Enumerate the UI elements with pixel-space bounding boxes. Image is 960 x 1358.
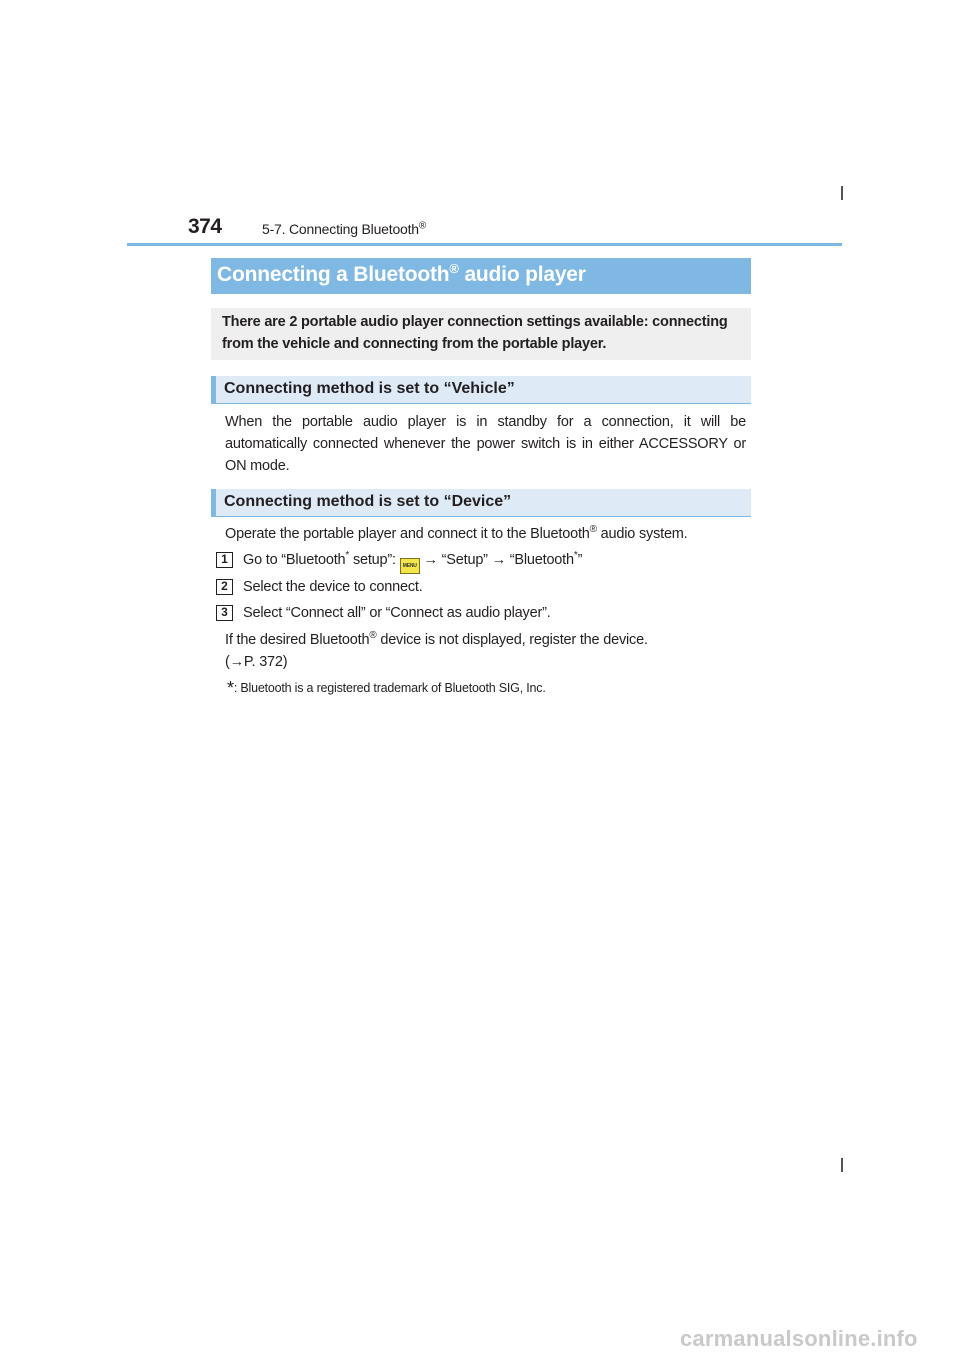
- device-intro-suffix: audio system.: [596, 526, 688, 542]
- step-1-part: → “Setup” → “Bluetooth: [419, 552, 574, 568]
- device-note: [225, 629, 747, 651]
- intro-line: There are 2 portable audio player connection settings available: connecting: [222, 314, 728, 330]
- crop-mark-top: [841, 186, 843, 200]
- registered-mark: ®: [418, 220, 427, 232]
- note-text-suffix: device is not displayed, register the device.: [376, 632, 648, 648]
- asterisk: *: [227, 678, 234, 698]
- section-title-suffix: audio player: [458, 263, 586, 286]
- crop-mark-bottom: [841, 1158, 843, 1172]
- subheading-vehicle: Connecting method is set to “Vehicle”: [211, 376, 751, 404]
- registered-mark: ®: [369, 630, 377, 642]
- asterisk: *: [345, 550, 350, 562]
- header-rule: [127, 243, 842, 246]
- subheading-device: Connecting method is set to “Device”: [211, 489, 751, 517]
- note-text: If the desired Bluetooth: [225, 632, 370, 648]
- device-intro-text: Operate the portable player and connect it to the Bluetooth: [225, 526, 590, 542]
- menu-button-icon: MENU: [400, 558, 420, 574]
- vehicle-method-text: When the portable audio player is in standby for a connection, it will be automatically connected whenever the power switch is in either ACCESSORY or ON mode.: [225, 414, 746, 474]
- step-1-part: Go to “Bluetooth: [243, 552, 346, 568]
- section-title-text: Connecting a Bluetooth: [217, 263, 450, 286]
- step-1-text: [243, 550, 582, 574]
- running-title: 5-7. Connecting Bluetooth: [262, 221, 419, 237]
- page-number: 374: [188, 215, 222, 238]
- step-number-2: 2: [216, 579, 233, 595]
- step-number-1: 1: [216, 552, 233, 568]
- intro-box: [211, 308, 751, 360]
- watermark: carmanualsonline.info: [680, 1326, 918, 1351]
- footnote-text: : Bluetooth is a registered trademark of Bluetooth SIG, Inc.: [233, 681, 546, 695]
- footnote: [227, 678, 546, 699]
- asterisk: *: [573, 550, 578, 562]
- step-1-part: setup”:: [349, 552, 400, 568]
- section-title: [211, 258, 751, 294]
- running-header: [262, 221, 426, 237]
- device-method-intro: [225, 523, 747, 545]
- step-2-text: Select the device to connect.: [243, 579, 423, 595]
- registered-mark: ®: [449, 261, 459, 276]
- intro-line: from the vehicle and connecting from the portable player.: [222, 336, 607, 352]
- page-reference: (→P. 372): [225, 654, 288, 670]
- step-number-3: 3: [216, 605, 233, 621]
- registered-mark: ®: [589, 524, 597, 536]
- step-1-part: ”: [577, 552, 583, 568]
- step-3-text: Select “Connect all” or “Connect as audio player”.: [243, 605, 551, 621]
